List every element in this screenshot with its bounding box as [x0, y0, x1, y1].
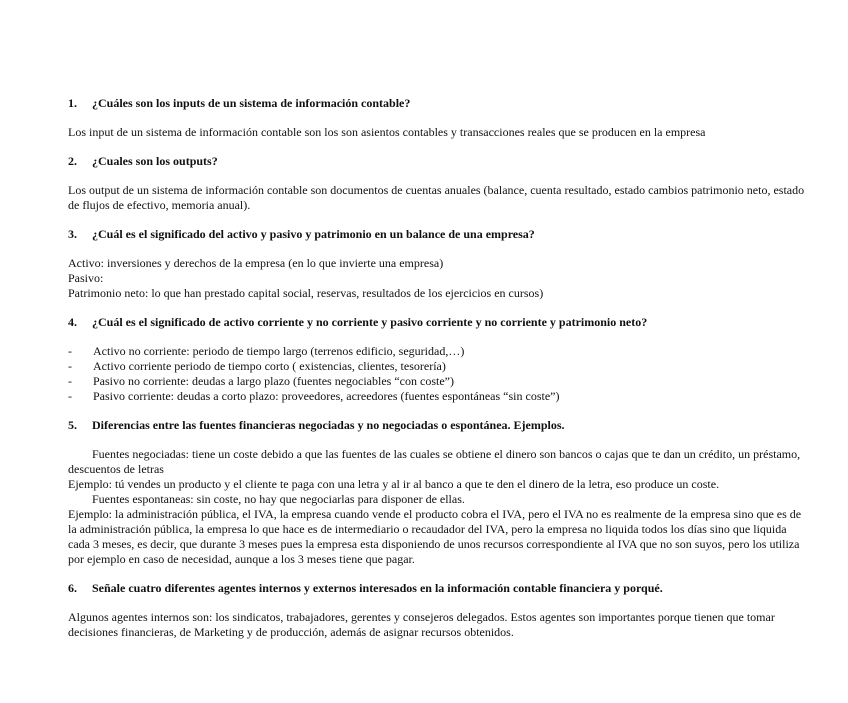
question-6: 6. Señale cuatro diferentes agentes internos y externos interesados en la información contable financiera y porqué.: [68, 581, 663, 595]
answer-6: Algunos agentes internos son: los sindicatos, trabajadores, gerentes y consejeros delegados. Estos agentes son importantes porque tienen que tomar decisiones financieras, de Marketing y de producción, además de asignar recursos obtenidos.: [68, 610, 775, 639]
question-3: 3. ¿Cuál es el significado del activo y pasivo y patrimonio en un balance de una empresa?: [68, 227, 535, 241]
list-item: - Pasivo corriente: deudas a corto plazo: proveedores, acreedores (fuentes espontáneas “sin coste”): [68, 389, 808, 404]
list-item: - Activo corriente periodo de tiempo corto ( existencias, clientes, tesorería): [68, 359, 808, 374]
answer-1: Los input de un sistema de información contable son los son asientos contables y transacciones reales que se producen en la empresa: [68, 125, 706, 139]
answer-2: Los output de un sistema de información contable son documentos de cuentas anuales (balance, cuenta resultado, estado cambios patrimonio neto, estado de flujos de efectivo, memoria anual).: [68, 183, 805, 212]
answer-5-ejemplo-2: Ejemplo: la administración pública, el IVA, la empresa cuando vende el producto cobra el IVA, pero el IVA no es realmente de la empresa sino que es de la administración pública, la empresa lo que hace es de intermediario o recaudador del IVA, pero la empresa no liquida todos los días sino que liquida cada 3 meses, es decir, que durante 3 meses pues la empresa esta disponiendo de unos recursos correspondiente al IVA que no son suyos, pero los utiliza por ejemplo en caso de necesidad, aunque a los 3 meses tiene que pagar.: [68, 507, 802, 566]
question-2: 2. ¿Cuales son los outputs?: [68, 154, 218, 168]
answer-5-espontaneas: Fuentes espontaneas: sin coste, no hay que negociarlas para disponer de ellas.: [92, 492, 465, 506]
question-4: 4. ¿Cuál es el significado de activo corriente y no corriente y pasivo corriente y no corriente y patrimonio neto?: [68, 315, 648, 329]
question-1: 1. ¿Cuáles son los inputs de un sistema de información contable?: [68, 96, 411, 110]
list-item: - Pasivo no corriente: deudas a largo plazo (fuentes negociables “con coste”): [68, 374, 808, 389]
answer-3-patrimonio: Patrimonio neto: lo que han prestado capital social, reservas, resultados de los ejercicios en cursos): [68, 286, 544, 300]
document-page: [68, 96, 808, 640]
answer-5-ejemplo-1: Ejemplo: tú vendes un producto y el cliente te paga con una letra y al ir al banco a que te den el dinero de la letra, eso produce un coste.: [68, 477, 720, 491]
answer-3-activo: Activo: inversiones y derechos de la empresa (en lo que invierte una empresa): [68, 256, 444, 270]
list-item: - Activo no corriente: periodo de tiempo largo (terrenos edificio, seguridad,…): [68, 344, 808, 359]
answer-4-list: [68, 344, 808, 404]
question-5: 5. Diferencias entre las fuentes financieras negociadas y no negociadas o espontánea. Ejemplos.: [68, 418, 565, 432]
answer-3-pasivo: Pasivo:: [68, 271, 104, 285]
answer-5-negociadas: Fuentes negociadas: tiene un coste debido a que las fuentes de las cuales se obtiene el dinero son bancos o cajas que te dan un crédito, un préstamo, descuentos de letras: [68, 447, 801, 476]
